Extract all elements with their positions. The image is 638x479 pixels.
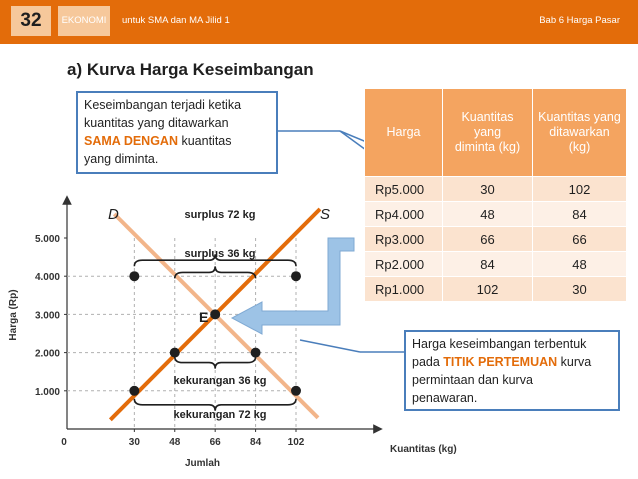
x-tick-label: 102 — [287, 437, 305, 448]
subject-label: EKONOMI — [58, 6, 110, 36]
y-tick-label: 4.000 — [34, 272, 60, 284]
col-header-demand: Kuantitas yang diminta (kg) — [443, 89, 533, 177]
note-line: Keseimbangan terjadi ketika — [84, 98, 242, 112]
book-title: untuk SMA dan MA Jilid 1 — [122, 15, 230, 26]
data-point — [291, 271, 301, 281]
table-row — [365, 277, 627, 302]
col-header-supply: Kuantitas yang ditawarkan (kg) — [533, 89, 627, 177]
note-line: permintaan dan kurva — [412, 373, 533, 387]
table-row — [365, 227, 627, 252]
y-tick-label: 5.000 — [34, 234, 60, 245]
equilibrium-label: E — [199, 309, 209, 325]
chapter-title: Bab 6 Harga Pasar — [539, 15, 620, 26]
table-cell: 66 — [533, 227, 627, 252]
table-cell: 102 — [443, 277, 533, 302]
shortage-72-label: kekurangan 72 kg — [173, 409, 267, 421]
table-cell: 48 — [443, 202, 533, 227]
x-tick-label: 0 — [61, 437, 67, 448]
surplus-36-label: surplus 36 kg — [184, 248, 256, 260]
connector-line — [300, 340, 360, 352]
data-point — [251, 348, 261, 358]
note-highlight: TITIK PERTEMUAN — [443, 355, 558, 369]
table-cell: 48 — [533, 252, 627, 277]
x-axis-caption: Jumlah — [185, 458, 221, 469]
table-row — [365, 252, 627, 277]
section-title: a) Kurva Harga Keseimbangan — [67, 60, 314, 79]
table-cell: 84 — [533, 202, 627, 227]
chart-braces — [134, 254, 296, 411]
note-line — [84, 132, 270, 150]
note-line: penawaran. — [412, 391, 478, 405]
table-row — [365, 177, 627, 202]
y-tick-label: 2.000 — [34, 348, 60, 360]
note-line — [412, 353, 612, 371]
note-highlight: SAMA DENGAN — [84, 134, 178, 148]
table-cell: 66 — [443, 227, 533, 252]
note-text: kuantitas — [177, 134, 232, 148]
data-point — [291, 386, 301, 396]
data-point — [170, 348, 180, 358]
note-text: pada — [412, 355, 444, 369]
note-line: yang diminta. — [84, 152, 159, 166]
table-cell: Rp4.000 — [365, 202, 443, 227]
price-quantity-table — [364, 88, 627, 302]
y-tick-label: 3.000 — [34, 310, 60, 322]
page-number: 32 — [11, 6, 51, 36]
series-label-d: D — [108, 206, 119, 223]
table-cell: 30 — [533, 277, 627, 302]
note-text: kurva — [557, 355, 592, 369]
x-tick-label: 84 — [250, 437, 262, 448]
x-tick-label: 48 — [169, 437, 181, 448]
equilibrium-point — [210, 309, 220, 319]
series-label-s: S — [320, 206, 331, 223]
data-point — [129, 271, 139, 281]
y-axis-title: Harga (Rp) — [8, 289, 19, 341]
table-cell: 84 — [443, 252, 533, 277]
x-axis-title: Kuantitas (kg) — [390, 444, 457, 455]
surplus-72-label: surplus 72 kg — [184, 209, 256, 221]
y-tick-label: 1.000 — [34, 386, 60, 398]
table-row — [365, 202, 627, 227]
table-cell: Rp3.000 — [365, 227, 443, 252]
table-cell: 30 — [443, 177, 533, 202]
data-point — [129, 386, 139, 396]
equilibrium-definition-note — [76, 91, 278, 174]
table-cell: Rp2.000 — [365, 252, 443, 277]
shortage-36-label: kekurangan 36 kg — [173, 375, 267, 387]
note-line: kuantitas yang ditawarkan — [84, 116, 229, 130]
table-cell: 102 — [533, 177, 627, 202]
x-tick-label: 66 — [209, 437, 221, 448]
col-header-price: Harga — [365, 89, 443, 177]
equilibrium-price-note — [404, 330, 620, 411]
note-line: Harga keseimbangan terbentuk — [412, 337, 587, 351]
table-cell: Rp5.000 — [365, 177, 443, 202]
x-tick-label: 30 — [128, 437, 140, 448]
table-cell: Rp1.000 — [365, 277, 443, 302]
